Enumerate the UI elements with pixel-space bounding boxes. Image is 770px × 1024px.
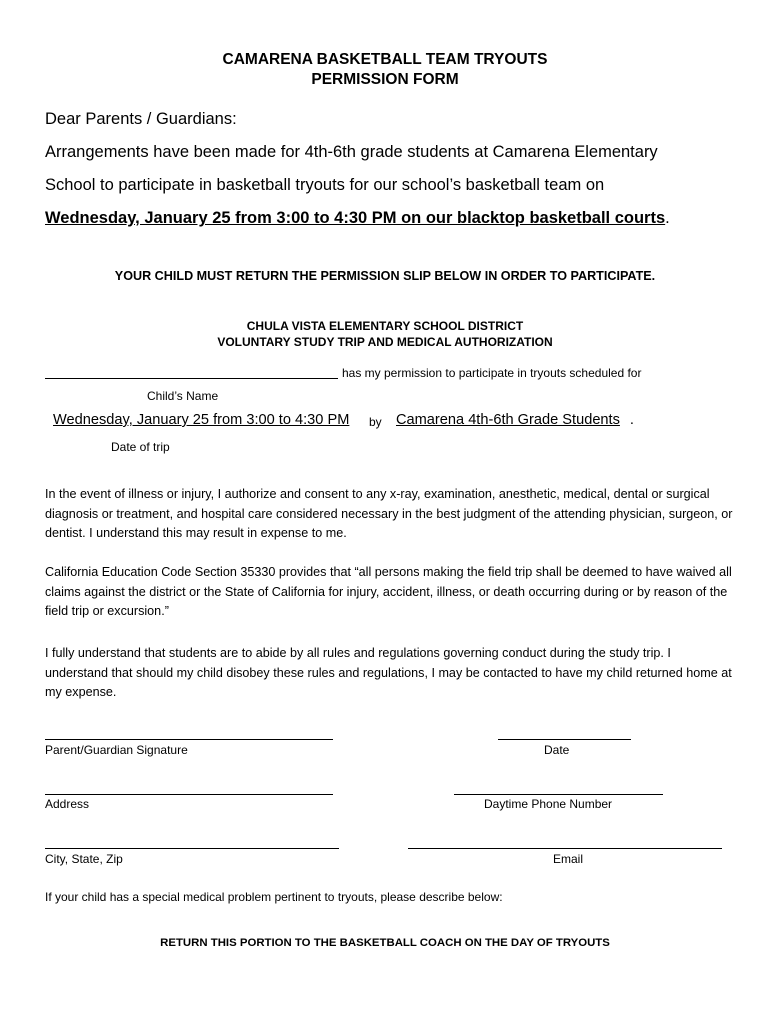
intro-line2: School to participate in basketball tryouts for our school’s basketball team on [45,176,605,194]
trip-date-value: Wednesday, January 25 from 3:00 to 4:30 PM [53,412,350,428]
phone-label: Daytime Phone Number [484,797,613,811]
intro-line1: Arrangements have been made for 4th-6th grade students at Camarena Elementary [45,143,658,161]
greeting: Dear Parents / Guardians: [45,110,237,128]
return-notice-top: YOUR CHILD MUST RETURN THE PERMISSION SLIP BELOW IN ORDER TO PARTICIPATE. [114,269,656,283]
by-field[interactable] [388,412,634,428]
education-code-paragraph: California Education Code Section 35330 provides that “all persons making the field trip shall be deemed to have waived all claims against the district or the State of California for injury, accident, illness, or death occurring during or by reason of the field trip or excursion.” [45,565,732,618]
signature-line[interactable] [45,739,333,740]
return-notice-bottom: RETURN THIS PORTION TO THE BASKETBALL COACH ON THE DAY OF TRYOUTS [160,937,610,949]
by-value: Camarena 4th-6th Grade Students [396,412,620,428]
medical-prompt: If your child has a special medical problem pertinent to tryouts, please describe below: [45,890,503,904]
district-name: CHULA VISTA ELEMENTARY SCHOOL DISTRICT [246,319,524,333]
email-line[interactable] [408,848,722,849]
form-title-line1: CAMARENA BASKETBALL TEAM TRYOUTS [222,51,548,68]
date-of-trip-label: Date of trip [111,440,170,454]
phone-line[interactable] [454,794,663,795]
by-period: . [629,412,634,428]
intro-period: . [665,209,670,227]
trip-date-field[interactable] [45,412,352,428]
email-label: Email [553,852,584,866]
child-name-label: Child’s Name [147,389,219,403]
date-label: Date [544,743,570,757]
address-label: Address [45,797,90,811]
conduct-paragraph: I fully understand that students are to abide by all rules and regulations governing conduct during the study trip. I understand that should my child disobey these rules and regulations, I may be contacted to have my child returned home at my expense. [45,646,732,699]
slip-subtitle: VOLUNTARY STUDY TRIP AND MEDICAL AUTHORIZATION [217,335,553,349]
tryout-date-location: Wednesday, January 25 from 3:00 to 4:30 PM on our blacktop basketball courts [45,209,666,227]
signature-label: Parent/Guardian Signature [45,743,188,757]
permission-text: has my permission to participate in tryouts scheduled for [342,366,642,380]
child-name-line[interactable] [45,378,338,379]
form-title-line2: PERMISSION FORM [311,71,459,88]
date-line[interactable] [498,739,631,740]
by-label: by [369,415,382,429]
city-label: City, State, Zip [45,852,123,866]
address-line[interactable] [45,794,333,795]
medical-consent-paragraph: In the event of illness or injury, I authorize and consent to any x-ray, examination, anesthetic, medical, dental or surgical diagnosis or treatment, and hospital care considered necessary in the best judgment of the attending physician, surgeon, or dentist. I understand this may result in expense to me. [45,487,733,540]
city-line[interactable] [45,848,339,849]
intro-line3 [45,209,670,228]
